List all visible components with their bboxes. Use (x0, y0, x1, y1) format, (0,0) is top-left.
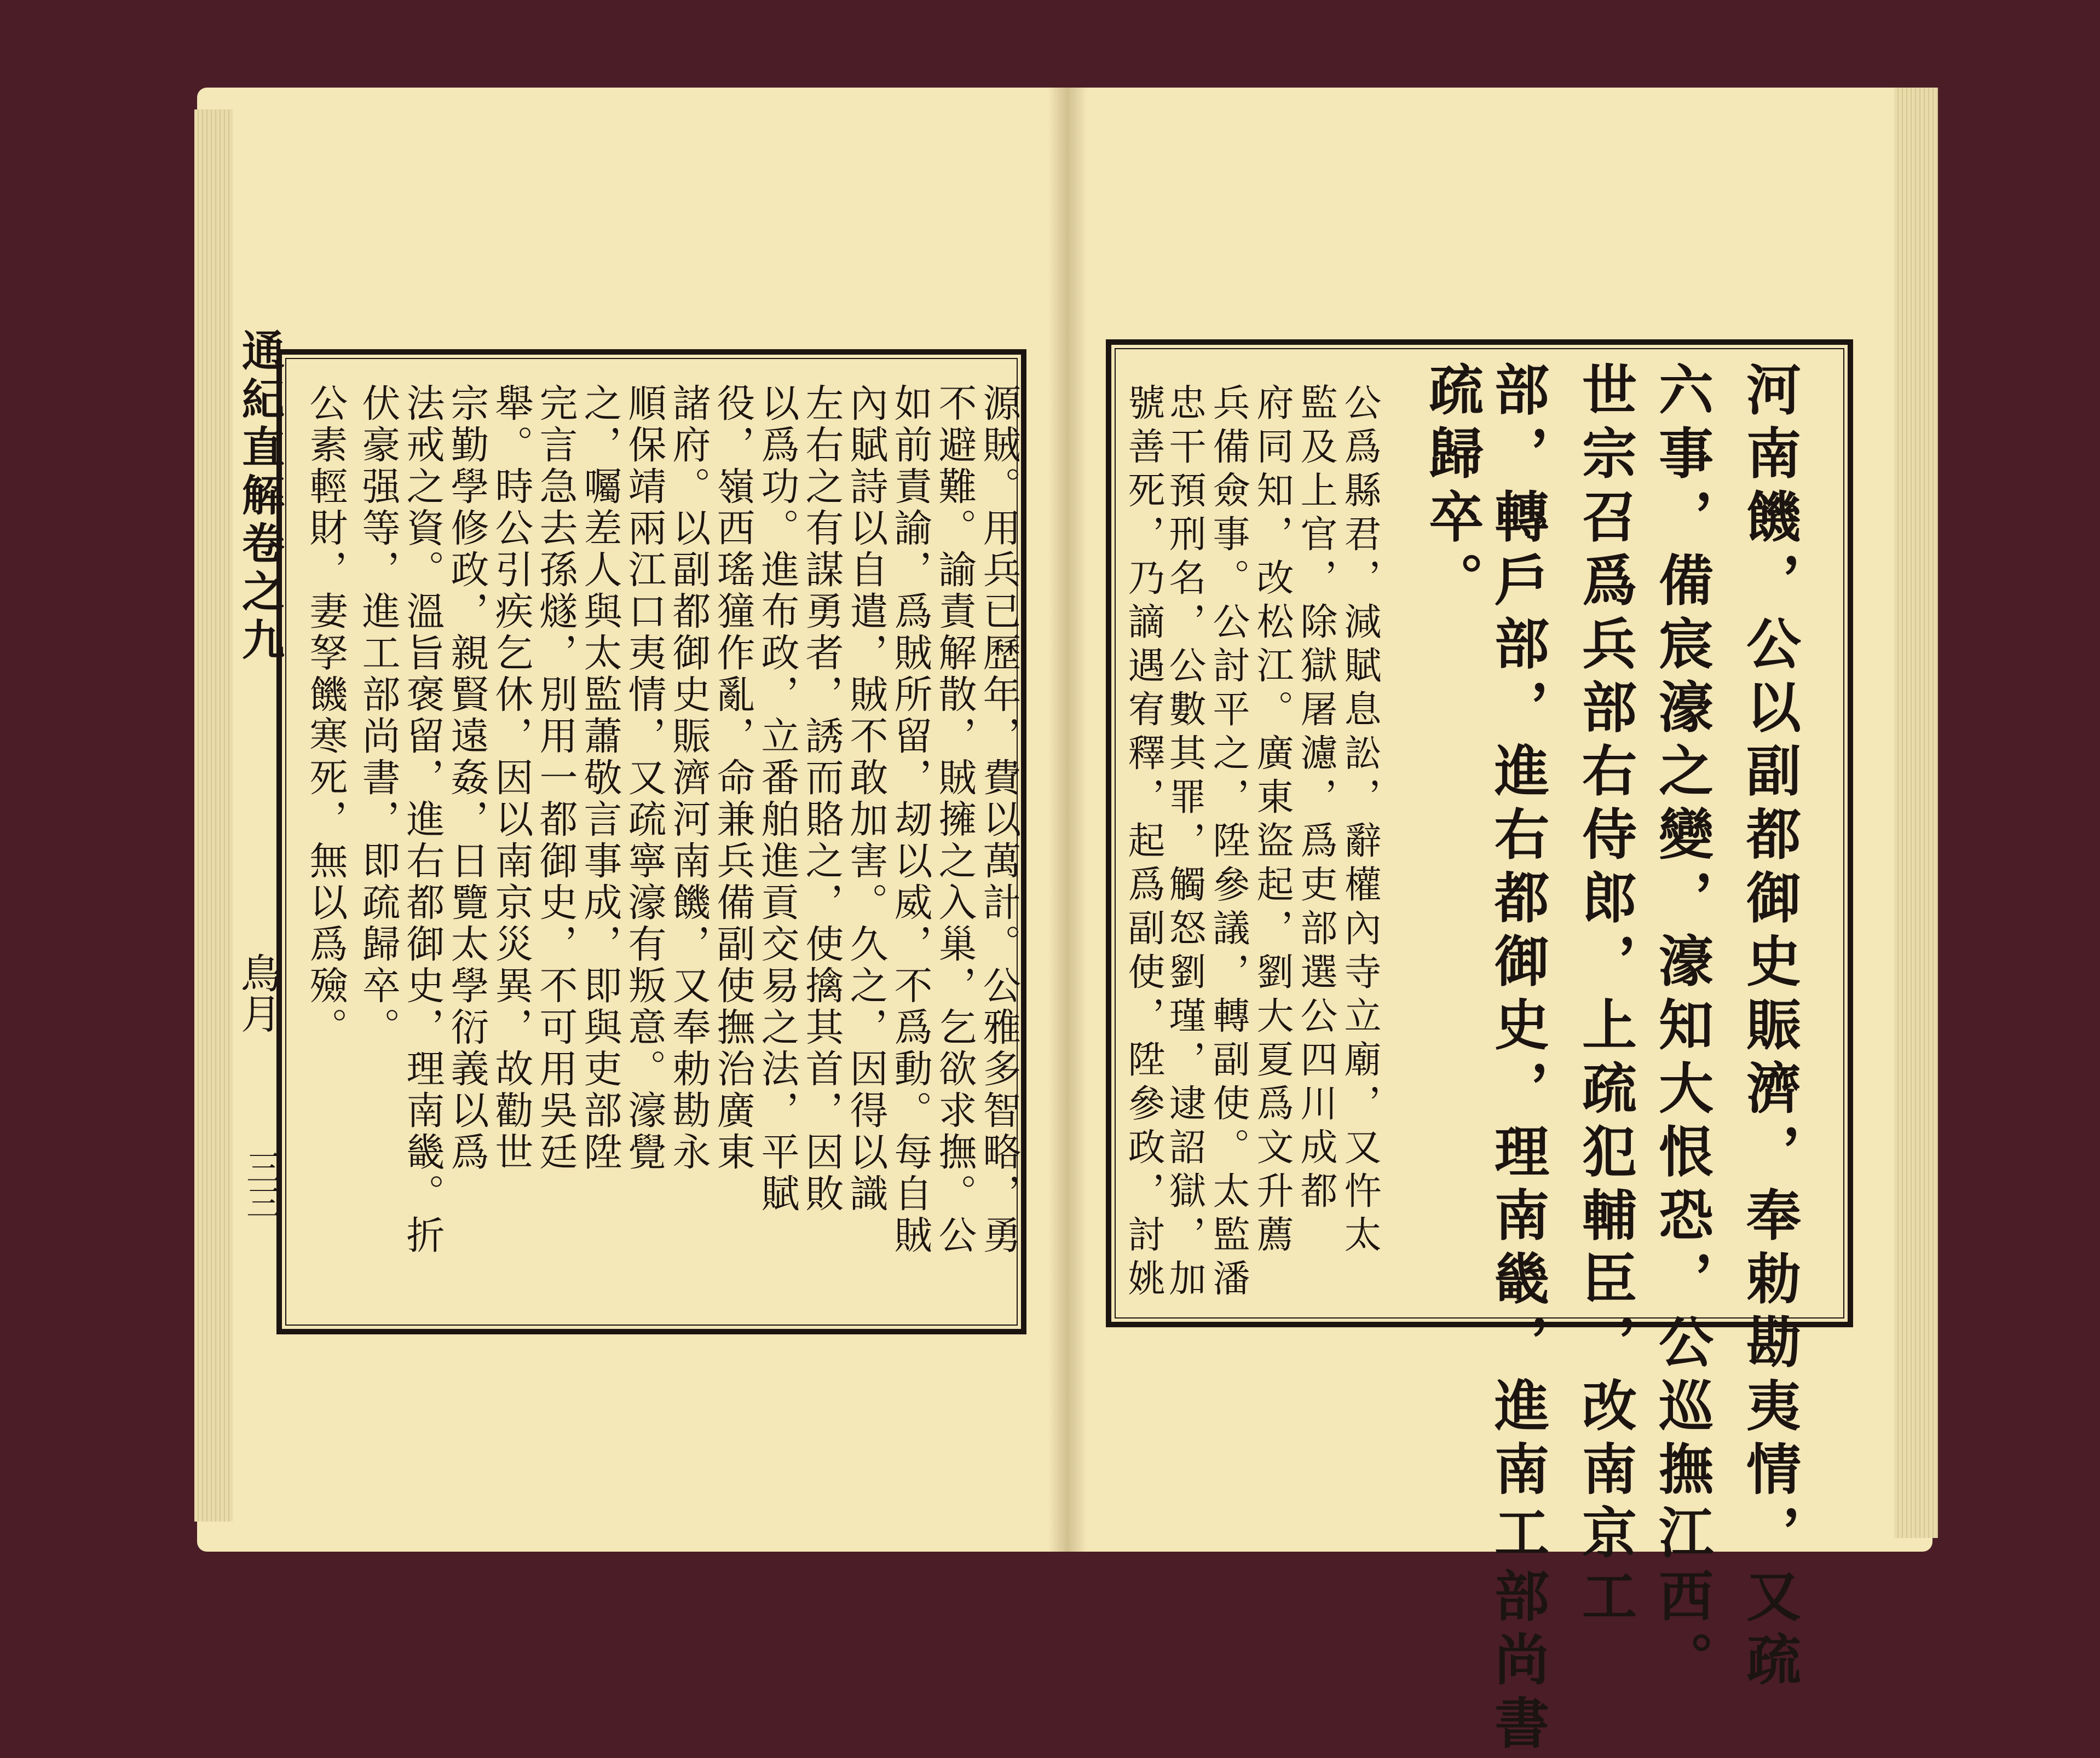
left-text-column: 左右之有謀勇者，誘而賂之，使擒其首，因敗 (799, 383, 844, 1215)
left-text-column: 順保靖兩江口夷情，又疏寧濠有叛意。濠覺 (622, 383, 667, 1173)
left-text-column: 不避難。諭責解散，賊擁之入巢，乞欲求撫。公 (932, 383, 977, 1257)
right-large-text-column: 部，轉戶部，進右都御史，理南畿，進南工部尚書 (1485, 361, 1550, 1758)
left-text-column: 諸府。以副都御史賑濟河南饑，又奉勅勘永 (666, 383, 711, 1173)
left-text-column: 宗勤學修政，親賢遠姦，日覽太學衍義以爲 (445, 383, 489, 1173)
left-text-column: 法戒之資。溫旨褒留，進右都御史，理南畿。折 (400, 383, 445, 1257)
right-small-text-column: 號善死，乃謫遇宥釋，起爲副使，陞參政，討姚 (1122, 383, 1165, 1303)
margin-page-number: 三三 (240, 1149, 281, 1219)
margin-book-title: 通紀直解卷之九 (235, 328, 285, 666)
left-page-edges (194, 109, 233, 1522)
right-small-text-column: 忠干預刑名，公數其罪，觸怒劉瑾，逮詔獄，加 (1163, 383, 1206, 1303)
left-text-column: 完言急去孫燧，別用一都御史，不可用吳廷 (533, 383, 578, 1173)
right-small-text-column: 府同知，改松江。廣東盜起，劉大夏爲文升薦 (1250, 383, 1294, 1259)
margin-section-mark: 鳥月 (234, 952, 281, 1033)
right-small-text-column: 公爲縣君，減賦息訟，辭權內寺立廟，又忤太 (1338, 383, 1381, 1259)
left-text-column: 源賊。用兵已歷年，費以萬計。公雅多智略，勇 (977, 383, 1022, 1257)
right-large-text-column: 河南饑，公以副都御史賑濟，奉勅勘夷情，又疏 (1737, 361, 1802, 1695)
left-text-column: 內賦詩以自遣，賊不敢加害。久之，因得以識 (844, 383, 889, 1215)
left-text-column: 役，嶺西瑤獞作亂，命兼兵備副使撫治廣東 (711, 383, 755, 1173)
right-large-text-column: 疏歸卒。 (1420, 361, 1484, 615)
left-text-column: 之，囑差人與太監蕭敬言事成，即與吏部陞 (578, 383, 622, 1173)
right-page-edges (1894, 88, 1938, 1538)
book-gutter (1048, 88, 1087, 1552)
right-large-text-column: 六事，備宸濠之變，濠知大恨恐，公巡撫江西。 (1649, 361, 1714, 1695)
left-text-column: 以爲功。進布政，立番舶進貢交易之法，平賦 (755, 383, 800, 1215)
left-text-column: 如前責諭，爲賊所留，刼以威，不爲動。每自賊 (888, 383, 933, 1257)
left-text-column: 舉。時公引疾乞休，因以南京災異，故勸世 (489, 383, 534, 1173)
left-text-column: 伏豪强等，進工部尚書，即疏歸卒。 (356, 383, 401, 1049)
right-large-text-column: 世宗召爲兵部右侍郎，上疏犯輔臣，改南京工 (1573, 361, 1637, 1631)
right-small-text-column: 監及上官，除獄屠濾，爲吏部選公四川成都 (1294, 383, 1337, 1215)
right-small-text-column: 兵備僉事。公討平之，陞參議，轉副使。太監潘 (1207, 383, 1250, 1303)
left-text-column: 公素輕財，妻孥饑寒死，無以爲殮。 (303, 383, 348, 1049)
